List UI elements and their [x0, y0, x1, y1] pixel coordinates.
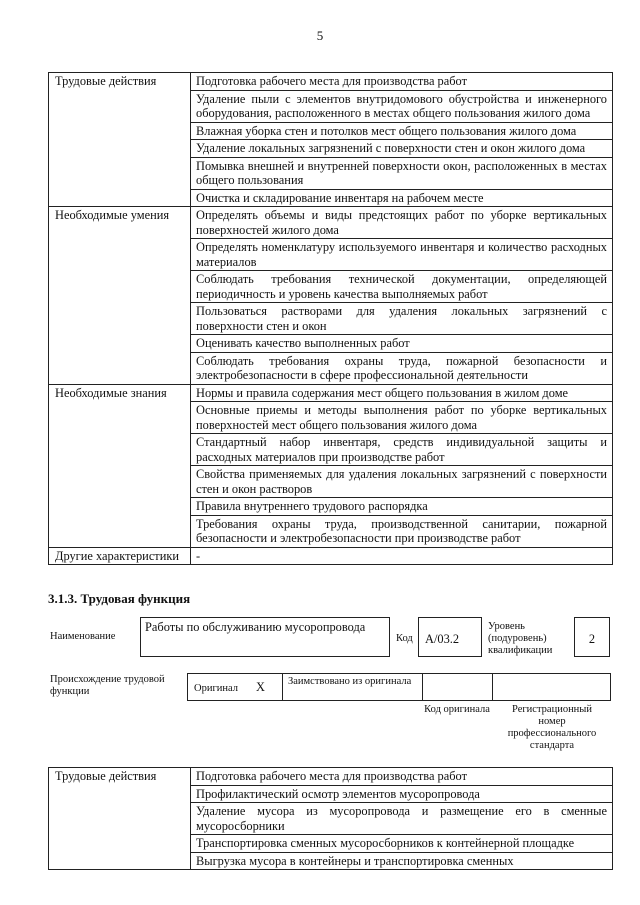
- labor-actions-table: [48, 767, 613, 870]
- table-cell: -: [191, 547, 613, 565]
- table-cell: Свойства применяемых для удаления локальных загрязнений с поверхности стен и окон растворов: [191, 466, 613, 498]
- table-row: [49, 207, 613, 239]
- table-cell: Помывка внешней и внутренней поверхности окон, расположенных в местах общего пользования: [191, 157, 613, 189]
- code-value: А/03.2: [425, 632, 460, 646]
- code-original-caption: Код оригинала: [424, 704, 490, 715]
- original-mark: X: [256, 680, 265, 694]
- divider: [282, 674, 283, 700]
- name-label: Наименование: [50, 631, 116, 642]
- divider: [422, 674, 423, 700]
- table-cell: Нормы и правила содержания мест общего пользования в жилом доме: [191, 384, 613, 402]
- section-label: Трудовые действия: [49, 73, 191, 207]
- section-label: Другие характеристики: [49, 547, 191, 565]
- section-label: Необходимые умения: [49, 207, 191, 385]
- level-box: [574, 617, 610, 657]
- origin-row: [187, 673, 611, 701]
- table-cell: Стандартный набор инвентаря, средств индивидуальной защиты и расходных материалов при производстве работ: [191, 434, 613, 466]
- table-cell: Правила внутреннего трудового распорядка: [191, 498, 613, 516]
- table-cell: Удаление локальных загрязнений с поверхности стен и окон жилого дома: [191, 140, 613, 158]
- function-name-box: [140, 617, 390, 657]
- registration-number-caption: Регистрационный номер профессионального стандарта: [507, 704, 597, 751]
- table-cell: Удаление мусора из мусоропровода и размещение его в сменные мусоросборники: [191, 803, 613, 835]
- table-cell: Очистка и складирование инвентаря на рабочем месте: [191, 189, 613, 207]
- table-cell: Определять объемы и виды предстоящих работ по уборке вертикальных поверхностей жилого дома: [191, 207, 613, 239]
- table-row: [49, 384, 613, 402]
- competency-table: [48, 72, 613, 565]
- code-label: Код: [396, 633, 413, 644]
- table-cell: Определять номенклатуру используемого инвентаря и количество расходных материалов: [191, 239, 613, 271]
- qualification-level-label: Уровень (подуровень) квалификации: [488, 621, 553, 656]
- level-value: 2: [588, 632, 596, 646]
- table-cell: Соблюдать требования технической документации, определяющей периодичность и уровень качества выполняемых работ: [191, 271, 613, 303]
- section-label: Трудовые действия: [49, 768, 191, 870]
- origin-label: Происхождение трудовой функции: [50, 674, 165, 697]
- table-cell: Подготовка рабочего места для производства работ: [191, 768, 613, 786]
- table-row: [49, 768, 613, 786]
- table-row: [49, 73, 613, 91]
- section-title: 3.1.3. Трудовая функция: [48, 591, 191, 606]
- table-cell: Влажная уборка стен и потолков мест общего пользования жилого дома: [191, 122, 613, 140]
- table-cell: Оценивать качество выполненных работ: [191, 335, 613, 353]
- table-cell: Удаление пыли с элементов внутридомового обустройства и инженерного оборудования, расположенного в местах общего пользования жилого дома: [191, 90, 613, 122]
- table-cell: Профилактический осмотр элементов мусоропровода: [191, 785, 613, 803]
- table-cell: Требования охраны труда, производственной санитарии, пожарной безопасности и электробезопасности при производстве работ: [191, 515, 613, 547]
- table-cell: Основные приемы и методы выполнения работ по уборке вертикальных поверхностей мест общего пользования жилого дома: [191, 402, 613, 434]
- borrowed-label: Заимствовано из оригинала: [288, 676, 412, 687]
- original-label: Оригинал: [194, 683, 238, 694]
- table-cell: Пользоваться растворами для удаления локальных загрязнений с поверхности стен и окон: [191, 303, 613, 335]
- table-cell: Выгрузка мусора в контейнеры и транспортировка сменных: [191, 852, 613, 870]
- code-box: [418, 617, 482, 657]
- page-number: 5: [316, 28, 324, 43]
- table-cell: Транспортировка сменных мусоросборников к контейнерной площадке: [191, 835, 613, 853]
- table-row: [49, 547, 613, 565]
- divider: [492, 674, 493, 700]
- table-cell: Подготовка рабочего места для производства работ: [191, 73, 613, 91]
- table-cell: Соблюдать требования охраны труда, пожарной безопасности и электробезопасности в сфере профессиональной деятельности: [191, 352, 613, 384]
- section-label: Необходимые знания: [49, 384, 191, 547]
- function-name-value: Работы по обслуживанию мусоропровода: [145, 620, 366, 634]
